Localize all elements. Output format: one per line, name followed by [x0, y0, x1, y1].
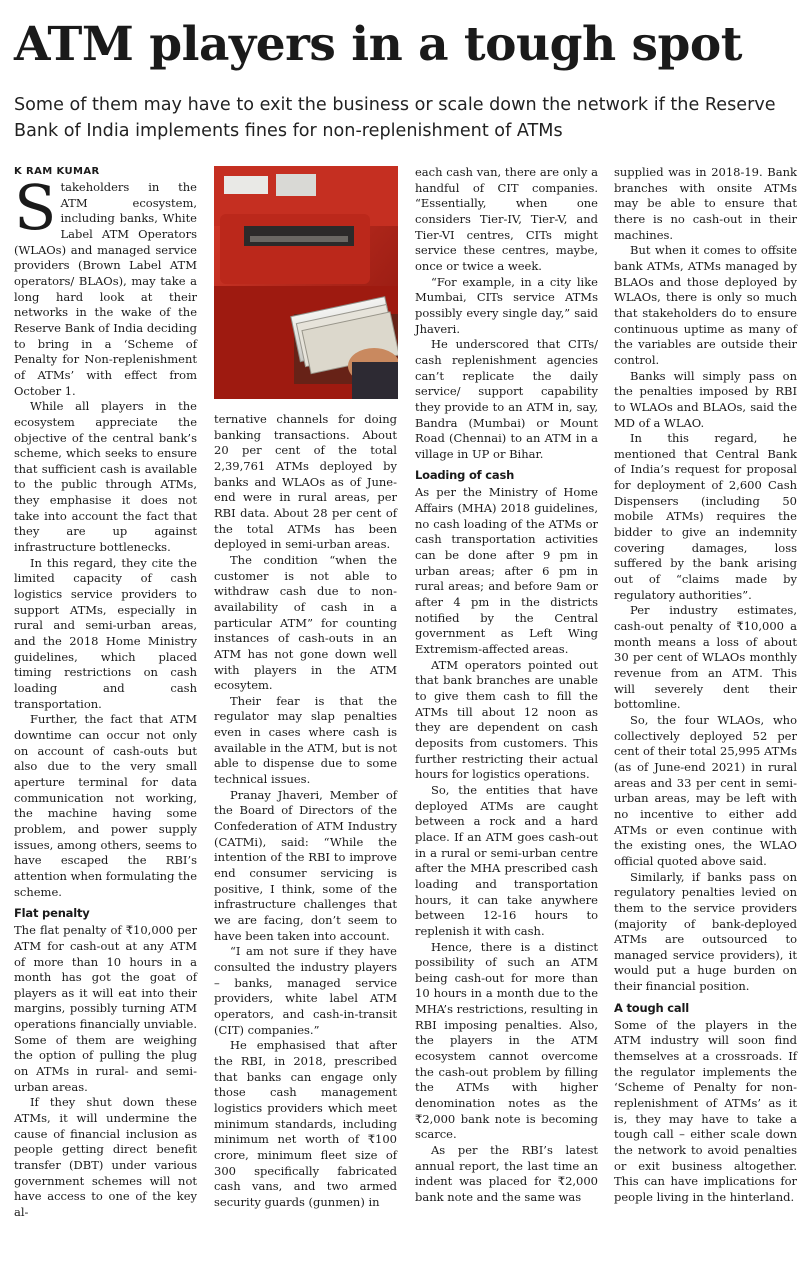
subheading-a-tough-call: A tough call [614, 1000, 689, 1015]
drop-cap: S [14, 171, 57, 244]
paragraph: supplied was in 2018-19. Bank branches with onsite ATMs may be able to ensure that there is no cash-out in their machines. [614, 165, 797, 242]
paragraph: Some of the players in the ATM industry will soon find themselves at a crossroads. If the regulator implements the ‘Scheme of Penalty for non-replenishment of ATMs’ as it is, they may have to take a tough call – either scale down the network to avoid penalties or exit business altogether. This can have implications for people living in the hinterland. [614, 1017, 797, 1204]
paragraph: Stakeholders in the ATM ecosystem, including banks, White Label ATM Operators (WLAOs) and managed service providers (Brown Label ATM operators/ BLAOs), may take a long hard look at their networks in the wake of the Reserve Bank of India deciding to bring in a ‘Scheme of Penalty for Non-replenishment of ATMs’ with effect from October 1. [14, 171, 197, 398]
atm-cash-photo [214, 166, 398, 399]
paragraph: Their fear is that the regulator may slap penalties even in cases where cash is available in the ATM, but is not able to dispense due to some technical issues. [214, 693, 397, 787]
paragraph: He underscored that CITs/ cash replenishment agencies can’t replicate the daily service/ support capability they provide to an ATM in, say, Bandra (Mumbai) or Mount Road (Chennai) to an ATM in a village in UP or Bihar. [415, 337, 598, 461]
paragraph: Similarly, if banks pass on regulatory penalties levied on them to the service providers (majority of bank-deployed ATMs are outsourced to managed service providers), it would put a huge burden on their financial position. [614, 869, 797, 994]
paragraph: The condition “when the customer is not able to withdraw cash due to non-availability of cash in a particular ATM” for counting instances of cash-outs in an ATM has not gone down well with players in the ATM ecosytem. [214, 552, 397, 693]
paragraph: But when it comes to offsite bank ATMs, ATMs managed by BLAOs and those deployed by WLAOs, there is only so much that stakeholders do to ensure continuous uptime as many of the variables are outside their control. [614, 243, 797, 367]
byline: K RAM KUMAR [14, 166, 100, 177]
paragraph: He emphasised that after the RBI, in 2018, prescribed that banks can engage only those cash management logistics providers which meet minimum standards, including minimum net worth of ₹100 crore, minimum fleet size of 300 specifically fabricated cash vans, and two armed security guards (gunmen) in [214, 1038, 397, 1209]
paragraph: While all players in the ecosystem appreciate the objective of the central bank’s scheme, which seeks to ensure that sufficient cash is available to the public through ATMs, they emphasise it does not take into account the fact that they are up against infrastructure bottlenecks. [14, 399, 197, 555]
paragraph: ternative channels for doing banking transactions. About 20 per cent of the total 2,39,761 ATMs deployed by banks and WLAOs as of June-end were in rural areas, per RBI data. About 28 per cent of the total ATMs has been deployed in semi-urban areas. [214, 412, 397, 552]
paragraph: “For example, in a city like Mumbai, CITs service ATMs possibly every single day,” said Jhaveri. [415, 274, 598, 336]
paragraph: Hence, there is a distinct possibility of such an ATM being cash-out for more than 10 hours in a month due to the MHA’s restrictions, resulting in RBI imposing penalties. Also, the players in the ATM ecosystem cannot overcome the cash-out problem by filling the ATMs with higher denomination notes as the ₹2,000 bank note is becoming scarce. [415, 939, 599, 1142]
paragraph: Banks will simply pass on the penalties imposed by RBI to WLAOs and BLAOs, said the MD of a WLAO. [614, 368, 797, 430]
paragraph: As per the RBI’s latest annual report, the last time an indent was placed for ₹2,000 bank note and the same was [415, 1143, 598, 1204]
paragraph: “I am not sure if they have consulted the industry players – banks, managed service providers, white label ATM operators, and cash-in-transit (CIT) companies.” [214, 944, 397, 1037]
deck: Some of them may have to exit the business or scale down the network if the Reserve Bank of India implements fines for non-replenishment of ATMs [14, 95, 776, 141]
paragraph: So, the four WLAOs, who collectively deployed 52 per cent of their total 25,995 ATMs (as of June-end 2021) in rural areas and 33 per cent in semi-urban areas, may be left with no incentive to either add ATMs or even continue with the existing ones, the WLAO official quoted above said. [614, 712, 797, 868]
paragraph: ATM operators pointed out that bank branches are unable to give them cash to fill the ATMs till about 12 noon as they are dependent on cash deposits from customers. This further restricting their actual hours for logistics operations. [415, 657, 598, 782]
subheading-loading-of-cash: Loading of cash [415, 468, 515, 483]
paragraph: If they shut down these ATMs, it will undermine the cause of financial inclusion as people getting direct benefit transfer (DBT) under various government schemes will not have access to one of the key al- [14, 1095, 197, 1219]
column-3 [415, 165, 598, 1206]
paragraph: In this regard, they cite the limited capacity of cash logistics service providers to support ATMs, especially in rural and semi-urban areas, and the 2018 Home Ministry guidelines, which placed timing restrictions on cash loading and cash transportation. [14, 555, 197, 711]
paragraph: So, the entities that have deployed ATMs are caught between a rock and a hard place. If an ATM goes cash-out in a rural or semi-urban centre after the MHA prescribed cash loading and transportation hours, it can take anywhere between 12-16 hours to replenish it with cash. [415, 782, 598, 938]
paragraph: Per industry estimates, cash-out penalty of ₹10,000 a month means a loss of about 30 per cent of WLAOs monthly revenue from an ATM. This will severely dent their bottomline. [614, 603, 797, 712]
column-2 [214, 412, 397, 1210]
atm-photo-illustration [214, 166, 398, 399]
paragraph: The flat penalty of ₹10,000 per ATM for cash-out at any ATM of more than 10 hours in a month has got the goat of players as it will eat into their margins, possibly turning ATM operations financially unviable. Some of them are weighing the option of pulling the plug on ATMs in rural- and semi-urban areas. [14, 923, 197, 1094]
paragraph: In this regard, he mentioned that Central Bank of India’s request for proposal for deployment of 2,600 Cash Dispensers (including 50 mobile ATMs) requires the bidder to give an indemnity covering damages, loss suffered by the bank arising out of “claims made by regulatory authorities”. [614, 431, 797, 602]
column-4 [614, 165, 797, 1206]
subheading-flat-penalty: Flat penalty [14, 906, 90, 921]
headline: ATM players in a tough spot [14, 17, 742, 72]
paragraph: each cash van, there are only a handful of CIT companies. “Essentially, when one considers Tier-IV, Tier-V, and Tier-VI centres, CITs might service these centres, maybe, once or twice a week. [415, 165, 598, 273]
paragraph: Further, the fact that ATM downtime can occur not only on account of cash-outs but also due to the very small aperture terminal for data communication not working, the machine having some problem, and power supply issues, among others, seems to have escaped the RBI’s attention when formulating the scheme. [14, 712, 197, 899]
paragraph: As per the Ministry of Home Affairs (MHA) 2018 guidelines, no cash loading of the ATMs or cash transportation activities can be done after 9 pm in urban areas; after 6 pm in rural areas; and before 9am or after 4 pm in the districts notified by the Central government as Left Wing Extremism-affected areas. [415, 485, 598, 657]
paragraph: Pranay Jhaveri, Member of the Board of Directors of the Confederation of ATM Industry (CATMi), said: “While the intention of the RBI to improve end consumer servicing is positive, I think, some of the infrastructure challenges that we are facing, don’t seem to have been taken into account. [214, 787, 397, 943]
